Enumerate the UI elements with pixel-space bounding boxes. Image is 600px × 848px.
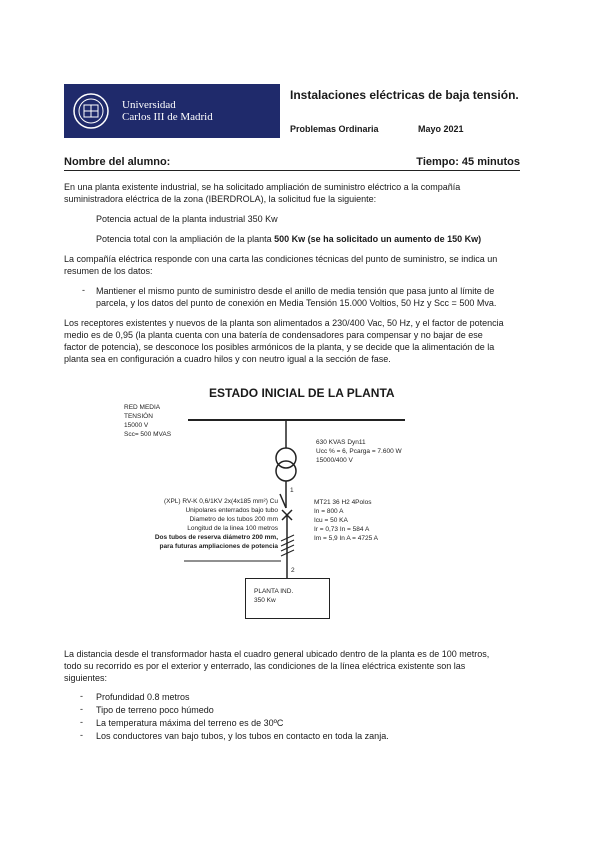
condition-dash: - (80, 704, 83, 714)
company-line-2: resumen de los datos: (64, 266, 153, 276)
university-name: Universidad Carlos III de Madrid (122, 99, 213, 123)
bullet-dash: - (82, 285, 85, 295)
intro-line-1: En una planta existente industrial, se ha solicitado ampliación de suministro eléctrico a la compañía (64, 182, 461, 192)
transformer-winding-primary (276, 448, 296, 468)
mv-network-label: RED MEDIA TENSIÓN 15000 V Scc= 500 MVAS (124, 404, 172, 438)
condition-item: Tipo de terreno poco húmedo (96, 705, 214, 715)
condition-dash: - (80, 730, 83, 740)
receivers-line-3: factor de potencia), se desconoce los posibles armónicos de la planta, y se decide que la alimentación de la (64, 342, 495, 352)
breaker-contact (280, 494, 286, 508)
node-1-label: 1 (290, 487, 294, 494)
student-name-label: Nombre del alumno: (64, 156, 171, 168)
exam-type: Problemas Ordinaria (290, 124, 379, 134)
request-item-1: Potencia actual de la planta industrial 350 Kw (96, 214, 278, 224)
distance-line-2: todo su recorrido es por el exterior y enterrado, las condiciones de la línea eléctrica existente son las (64, 661, 466, 671)
distance-line-3: siguientes: (64, 673, 108, 683)
condition-item: Los conductores van bajo tubos, y los tubos en contacto en toda la zanja. (96, 731, 389, 741)
time-label: Tiempo: 45 minutos (416, 156, 520, 168)
receivers-line-4: planta sea en configuración a cuadro hilos y con neutro igual a la sección de fase. (64, 354, 391, 364)
condition-item: La temperatura máxima del terreno es de 30ºC (96, 718, 284, 728)
course-title: Instalaciones eléctricas de baja tensión. (290, 88, 519, 102)
transformer-label: 630 KVAS Dyn11 Ucc % = 6, Pcarga = 7.600 W 15000/400 V (316, 439, 402, 464)
transformer-winding-secondary (276, 461, 296, 481)
company-bullet-2: parcela, y los datos del punto de conexión en Media Tensión 15.000 Voltios, 50 Hz y Scc = 500 Mva. (96, 298, 497, 308)
cable-label: (XPL) RV-K 0,6/1KV 2x(4x185 mm²) Cu Unipolares enterrados bajo tubo Diametro de los tubos 200 mm Longitud de la linea 100 metros Dos tubos de reserva diámetro 200 mm, para futuras ampliaciones de potencia (154, 498, 278, 550)
breaker-label: MT21 36 H2 4Polos In = 800 A Icu = 50 KA Ir = 0,73 In = 584 A Im = 5,9 In A = 4725 A (314, 499, 378, 542)
condition-dash: - (80, 717, 83, 727)
plant-label: PLANTA IND. 350 Kw (254, 588, 294, 604)
condition-item: Profundidad 0.8 metros (96, 692, 190, 702)
plant-box (245, 578, 330, 619)
receivers-line-1: Los receptores existentes y nuevos de la planta son alimentados a 230/400 Vac, 50 Hz, y el factor de potencia (64, 318, 504, 328)
intro-line-2: suministradora eléctrica de la zona (IBERDROLA), la solicitud fue la siguiente: (64, 194, 377, 204)
diagram-title: ESTADO INICIAL DE LA PLANTA (209, 386, 395, 400)
exam-date: Mayo 2021 (418, 124, 464, 134)
company-bullet-1: Mantiener el mismo punto de suministro desde el anillo de media tensión que pasa junto al límite de (96, 286, 495, 296)
node-2-label: 2 (291, 567, 295, 574)
company-line-1: La compañía eléctrica responde con una carta las condiciones técnicas del punto de suministro, se indica un (64, 254, 498, 264)
receivers-line-2: medio es de 0,95 (la planta cuenta con una batería de condensadores para compensar y no bajar de ese (64, 330, 483, 340)
condition-dash: - (80, 691, 83, 701)
distance-line-1: La distancia desde el transformador hasta el cuadro general ubicado dentro de la planta es de 100 metros, (64, 649, 490, 659)
request-item-2: Potencia total con la ampliación de la planta 500 Kw (se ha solicitado un aumento de 150 Kw) (96, 234, 482, 244)
